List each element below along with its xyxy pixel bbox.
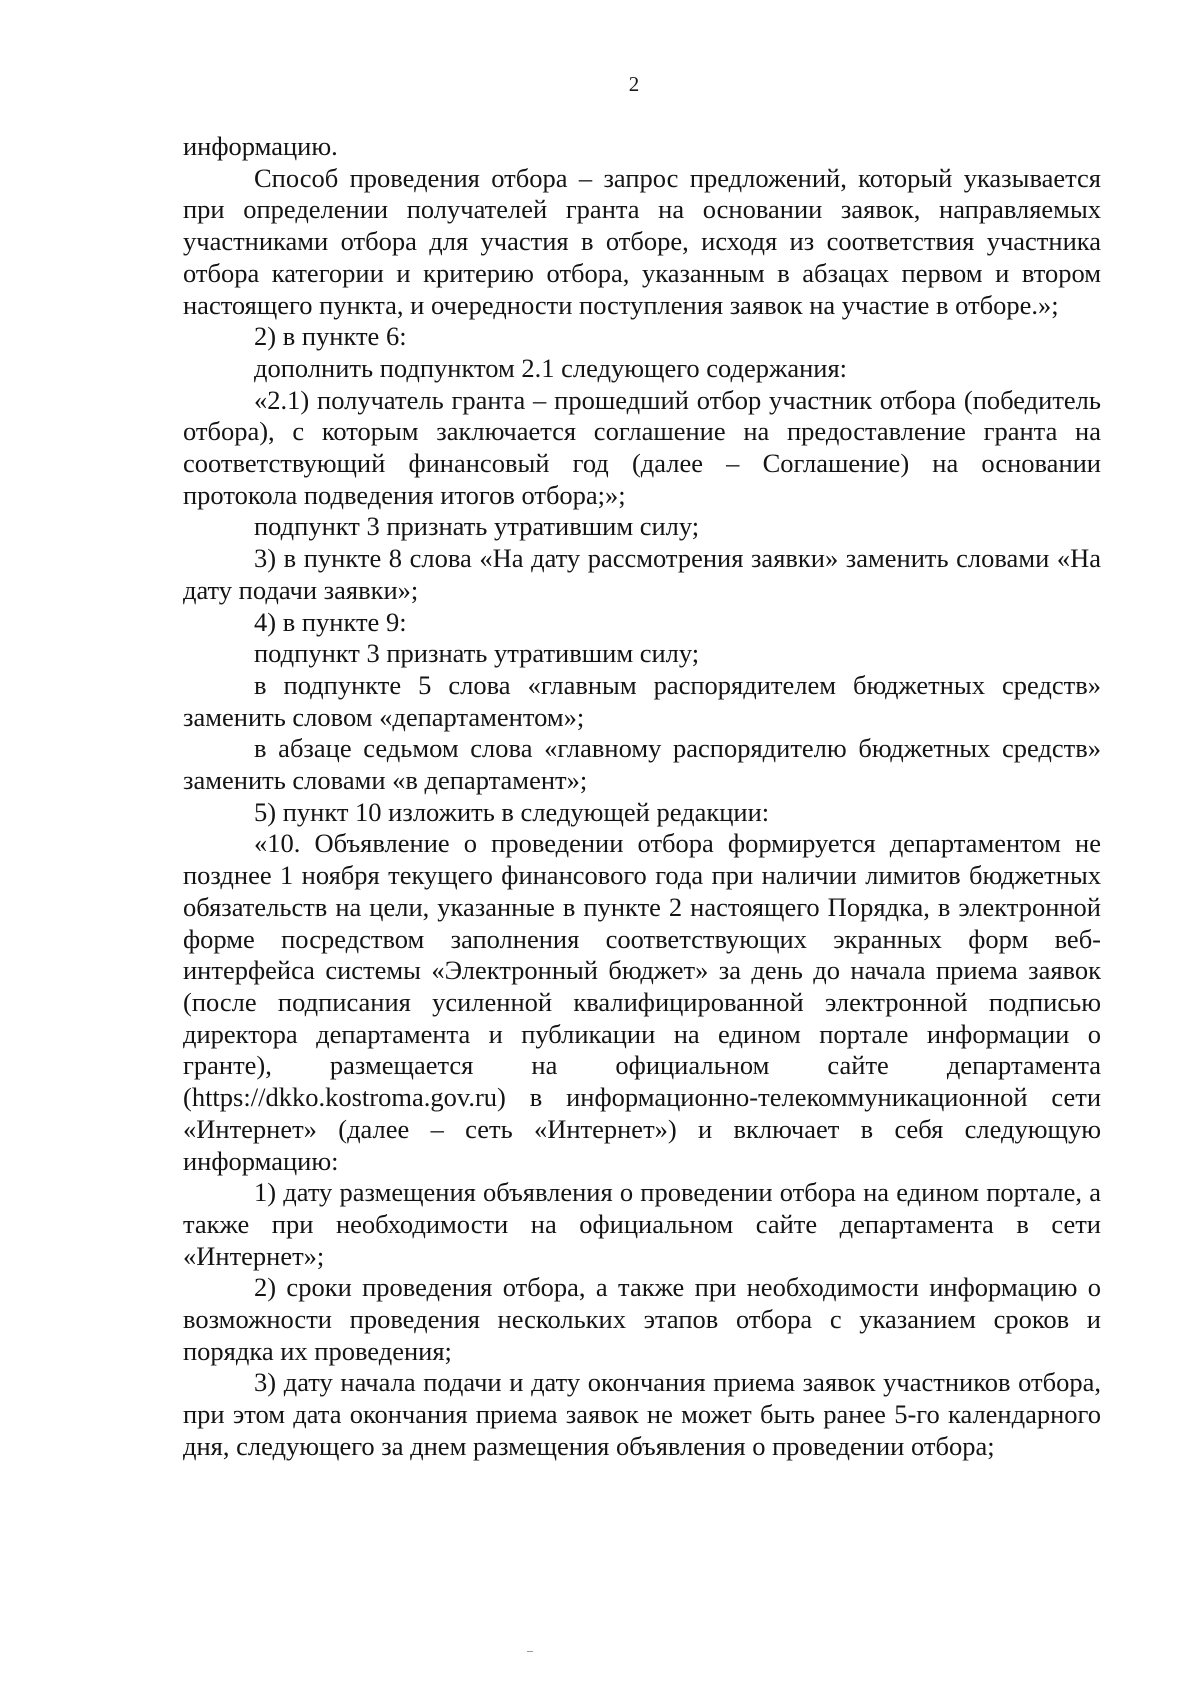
paragraph-item-10-text: «10. Объявление о проведении отбора формируется департаментом не позднее 1 ноября текущего финансового года при наличии лимитов бюджетных обязательств на цели, указанные в пункте 2 настоящего Порядка, в электронной форме посредством заполнения соответствующих экранных форм веб-интерфейса системы «Электронный бюджет» за день до начала приема заявок (после подписания усиленной квалифицированной электронной подписью директора департамента и публикации на едином портале информации о гранте), размещается на официальном сайте департамента (https://dkko.kostroma.gov.ru) в информационно-телекоммуникационной сети «Интернет» (далее – сеть «Интернет») и включает в себя следующую информацию: [183,828,1101,1176]
paragraph-selection-method: Способ проведения отбора – запрос предложений, который указывается при определении получателей гранта на основании заявок, направляемых участниками отбора для участия в отборе, исходя из соответствия участника отбора категории и критерию отбора, указанным в абзацах первом и втором настоящего пункта, и очередности поступления заявок на участие в отборе.»; [183,162,1101,320]
document-body [183,131,1101,1463]
paragraph-seventh-abzac: в абзаце седьмом слова «главному распорядителю бюджетных средств» заменить словами «в департамент»; [183,733,1101,796]
paragraph-list-2: 2) сроки проведения отбора, а также при необходимости информацию о возможности проведения нескольких этапов отбора с указанием сроков и порядка их проведения; [183,1272,1101,1366]
paragraph-list-3: 3) дату начала подачи и дату окончания приема заявок участников отбора, при этом дата окончания приема заявок не может быть ранее 5-го календарного дня, следующего за днем размещения объявления о проведении отбора; [183,1367,1101,1461]
paragraph-subitem-5: в подпункте 5 слова «главным распорядителем бюджетных средств» заменить словом «департаментом»; [183,669,1101,732]
paragraph-item-4: 4) в пункте 9: [254,606,407,637]
paragraph-subitem-3-void: подпункт 3 признать утратившим силу; [254,511,700,542]
paragraph-list-1: 1) дату размещения объявления о проведении отбора на едином портале, а также при необходимости на официальном сайте департамента в сети «Интернет»; [183,1177,1101,1271]
paragraph-item-3: 3) в пункте 8 слова «На дату рассмотрения заявки» заменить словами «На дату подачи заявки»; [183,543,1101,605]
scan-artifact [527,1651,533,1652]
paragraph-item-2: 2) в пункте 6: [254,321,407,352]
paragraph-subitem-3-void-2: подпункт 3 признать утратившим силу; [254,638,700,669]
paragraph-item-5: 5) пункт 10 изложить в следующей редакции: [254,796,770,827]
paragraph-continuation: информацию. [183,131,338,161]
page-number: 2 [628,72,640,96]
paragraph-add-subitem: дополнить подпунктом 2.1 следующего содержания: [254,352,848,383]
paragraph-subitem-2-1: «2.1) получатель гранта – прошедший отбор участник отбора (победитель отбора), с которым заключается соглашение на предоставление гранта на соответствующий финансовый год (далее – Соглашение) на основании протокола подведения итогов отбора;»; [183,384,1101,510]
